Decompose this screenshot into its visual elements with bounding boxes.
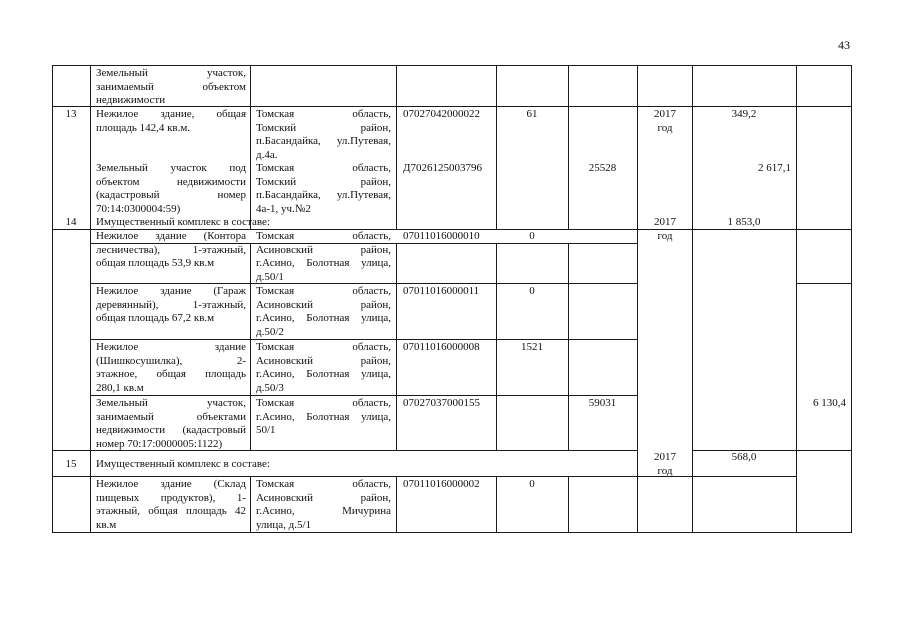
total-value: 349,2 <box>731 108 757 120</box>
acquisition-year-line: 2017 <box>654 108 676 120</box>
object-address-line: п.Басандайка, ул.Путевая, <box>256 135 391 147</box>
total-value: 568,0 <box>731 451 757 463</box>
page-number: 43 <box>838 38 850 52</box>
land-area-value: 59031 <box>588 397 617 409</box>
object-divider <box>90 339 638 340</box>
table-rule <box>692 229 693 451</box>
cadastral-number: Д7026125003796 <box>403 162 483 174</box>
area-value: 1521 <box>521 341 543 353</box>
table-rule <box>396 476 397 533</box>
object-address-line: Томский район, <box>256 121 391 134</box>
object-address-line: г.Асино, Болотная улица, <box>256 368 391 380</box>
row-number: 15 <box>65 458 77 470</box>
object-desc-line: Нежилое здание (Контора <box>96 230 246 242</box>
object-address-line: Томская область, <box>256 230 391 242</box>
object-address-line: г.Асино, Болотная улица, <box>256 410 391 423</box>
object-desc-line: Земельный участок, <box>96 67 246 79</box>
table-rule <box>250 65 251 107</box>
table-rule <box>796 65 797 107</box>
object-desc-line: Нежилое здание <box>96 341 246 353</box>
object-address-line: д.50/1 <box>256 270 284 283</box>
object-address-line: Томская область, <box>256 397 391 409</box>
object-address-line: 4а-1, уч.№2 <box>256 202 311 215</box>
row-number: 13 <box>65 108 77 120</box>
object-address-line: п.Басандайка, ул.Путевая, <box>256 189 391 201</box>
table-right-border <box>851 65 852 533</box>
object-desc-line: Земельный участок, <box>96 397 246 409</box>
object-address-line: улица, д.5/1 <box>256 518 312 531</box>
object-desc-line: лесничества), 1-этажный, <box>96 243 246 256</box>
object-address-line: Асиновский район, <box>256 354 391 367</box>
object-desc-line: недвижимости (кадастровый <box>96 424 246 436</box>
land-value: 2 617,1 <box>758 162 791 174</box>
table-rule <box>568 65 569 107</box>
table-rule <box>568 243 569 451</box>
table-rule <box>396 243 397 451</box>
object-desc-line: кв.м <box>96 518 117 531</box>
object-desc-line: Нежилое здание, общая <box>96 108 246 120</box>
acquisition-year-line: 2017 <box>654 216 676 228</box>
cadastral-number: 07027042000022 <box>403 108 480 120</box>
table-rule <box>90 65 91 533</box>
object-address-line: Асиновский район, <box>256 243 391 256</box>
object-desc-line: 280,1 кв.м <box>96 381 144 394</box>
object-address-line: г.Асино, Болотная улица, <box>256 312 391 324</box>
complex-title: Имущественный комплекс в составе: <box>96 216 270 228</box>
object-desc-line: (Шишкосушилка), 2- <box>96 354 246 367</box>
cadastral-number: 07011016000010 <box>403 230 480 242</box>
acquisition-year-line: год <box>657 121 673 134</box>
table-rule <box>496 106 497 230</box>
object-address-line: д.4а. <box>256 148 278 161</box>
object-desc-line: деревянный), 1-этажный, <box>96 298 246 311</box>
object-address-line: Томская область, <box>256 341 391 353</box>
object-desc-line: объектом недвижимости <box>96 175 246 188</box>
cadastral-number: 07011016000008 <box>403 341 480 353</box>
acquisition-year-line: 2017 <box>654 451 676 463</box>
land-value: 6 130,4 <box>813 397 846 409</box>
table-rule <box>496 65 497 107</box>
cadastral-number: 07027037000155 <box>403 397 480 409</box>
object-desc-line: недвижимости <box>96 94 166 106</box>
table-rule <box>637 450 638 533</box>
object-desc-line: пищевых продуктов), 1- <box>96 491 246 504</box>
table-rule <box>637 65 638 107</box>
object-desc-line: площадь 142,4 кв.м. <box>96 121 191 134</box>
object-address-line: Асиновский район, <box>256 298 391 311</box>
table-rule <box>250 476 251 533</box>
area-value: 61 <box>526 108 538 120</box>
table-rule <box>568 476 569 533</box>
object-desc-line: номер 70:17:0000005:1122) <box>96 437 223 450</box>
table-rule <box>396 106 397 230</box>
object-address-line: 50/1 <box>256 424 276 436</box>
object-address-line: г.Асино, Болотная улица, <box>256 257 391 269</box>
table-rule <box>250 106 251 230</box>
table-bottom-border <box>52 532 852 533</box>
complex-title: Имущественный комплекс в составе: <box>96 458 270 470</box>
object-desc-line: занимаемый объектом <box>96 80 246 93</box>
object-address-line: Томская область, <box>256 478 391 490</box>
object-desc-line: Земельный участок под <box>96 162 246 174</box>
cadastral-number: 07011016000002 <box>403 478 480 490</box>
object-desc-line: общая площадь 53,9 кв.м <box>96 257 215 269</box>
table-rule <box>637 106 638 230</box>
land-area-value: 25528 <box>588 162 617 174</box>
object-desc-line: Нежилое здание (Гараж <box>96 285 246 297</box>
area-value: 0 <box>529 478 535 490</box>
object-desc-line: общая площадь 67,2 кв.м <box>96 312 215 324</box>
cadastral-number: 07011016000011 <box>403 285 480 297</box>
object-address-line: Томский район, <box>256 175 391 188</box>
table-top-border <box>52 65 852 66</box>
table-rule <box>637 229 638 451</box>
table-rule <box>796 106 797 230</box>
area-value: 0 <box>529 230 535 242</box>
object-desc-line: 70:14:0300004:59) <box>96 202 181 215</box>
table-rule <box>692 106 693 230</box>
table-rule <box>396 65 397 107</box>
object-desc-line: этажное, общая площадь <box>96 368 246 380</box>
table-rule <box>796 450 797 533</box>
object-address-line: г.Асино, Мичурина <box>256 505 391 517</box>
object-desc-line: этажный, общая площадь 42 <box>96 505 246 517</box>
row-number: 14 <box>65 216 77 228</box>
total-value: 1 853,0 <box>727 216 761 228</box>
acquisition-year-line: год <box>657 229 673 242</box>
object-address-line: Томская область, <box>256 285 391 297</box>
value-divider <box>796 283 852 284</box>
table-rule <box>250 243 251 451</box>
table-rule <box>796 229 797 451</box>
acquisition-year-line: год <box>657 464 673 477</box>
object-desc-line: занимаемый объектами <box>96 410 246 423</box>
object-address-line: Асиновский район, <box>256 491 391 504</box>
table-rule <box>692 65 693 107</box>
object-desc-line: Нежилое здание (Склад <box>96 478 246 490</box>
area-value: 0 <box>529 285 535 297</box>
object-address-line: д.50/3 <box>256 381 284 394</box>
object-address-line: Томская область, <box>256 108 391 120</box>
row-divider <box>796 450 852 451</box>
object-address-line: Томская область, <box>256 162 391 174</box>
object-divider <box>90 395 638 396</box>
object-address-line: д.50/2 <box>256 325 284 338</box>
object-desc-line: (кадастровый номер <box>96 189 246 201</box>
